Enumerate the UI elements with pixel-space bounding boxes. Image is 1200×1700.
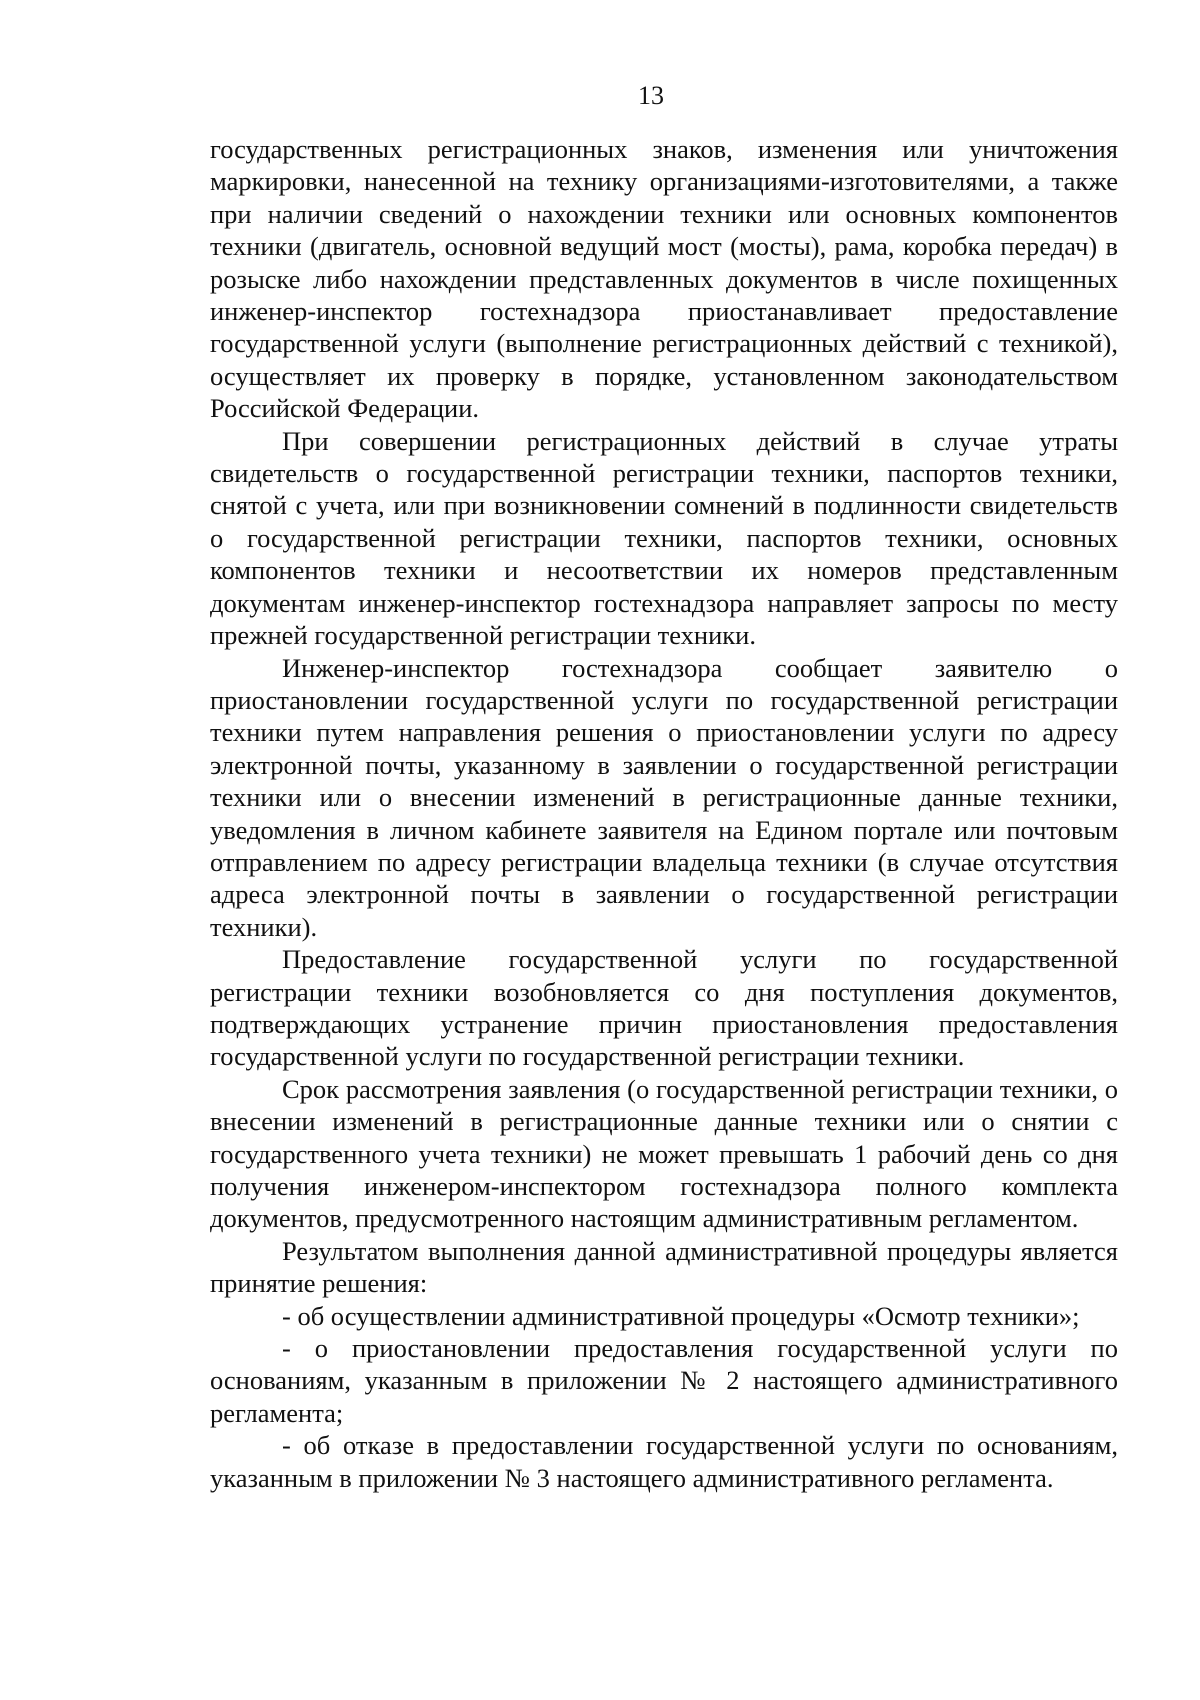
paragraph-result: Результатом выполнения данной административной процедуры является принятие решения: (210, 1235, 1118, 1299)
paragraph-continuation: государственных регистрационных знаков, изменения или уничтожения маркировки, нанесенной на технику организациями-изготовителями, а также при наличии сведений о нахождении техники или основных компонентов техники (двигатель, основной ведущий мост (мосты), рама, коробка передач) в розыске либо нахождении представленных документов в числе похищенных инженер-инспектор гостехнадзора приостанавливает предоставление государственной услуги (выполнение регистрационных действий с техникой), осуществляет их проверку в порядке, установленном законодательством Российской Федерации. (210, 134, 1118, 424)
paragraph-suspension-notice: Инженер-инспектор гостехнадзора сообщает заявителю о приостановлении государственной услуги по государственной регистрации техники путем направления решения о приостановлении услуги по адресу электронной почты, указанному в заявлении о государственной регистрации техники или о внесении изменений в регистрационные данные техники, уведомления в личном кабинете заявителя на Едином портале или почтовым отправлением по адресу регистрации владельца техники (в случае отсутствия адреса электронной почты в заявлении о государственной регистрации техники). (210, 652, 1118, 942)
paragraph-resumption: Предоставление государственной услуги по государственной регистрации техники возобновляется со дня поступления документов, подтверждающих устранение причин приостановления предоставления государственной услуги по государственной регистрации техники. (210, 944, 1118, 1072)
paragraph-review-period: Срок рассмотрения заявления (о государственной регистрации техники, о внесении изменений в регистрационные данные техники или о снятии с государственного учета техники) не может превышать 1 рабочий день со дня получения инженером-инспектором гостехнадзора полного комплекта документов, предусмотренного настоящим административным регламентом. (210, 1073, 1118, 1234)
list-item-suspension: - о приостановлении предоставления государственной услуги по основаниям, указанным в приложении № 2 настоящего административного регламента; (210, 1333, 1118, 1428)
list-item-refusal: - об отказе в предоставлении государственной услуги по основаниям, указанным в приложении № 3 настоящего административного регламента. (210, 1430, 1118, 1493)
paragraph-loss-of-certificates: При совершении регистрационных действий в случае утраты свидетельств о государственной регистрации техники, паспортов техники, снятой с учета, или при возникновении сомнений в подлинности свидетельств о государственной регистрации техники, паспортов техники, основных компонентов техники и несоответствии их номеров представленным документам инженер-инспектор гостехнадзора направляет запросы по месту прежней государственной регистрации техники. (210, 425, 1118, 651)
document-body (210, 133, 1118, 1494)
page-number: 13 (638, 81, 664, 110)
list-item-inspection: - об осуществлении административной процедуры «Осмотр техники»; (282, 1300, 1080, 1331)
